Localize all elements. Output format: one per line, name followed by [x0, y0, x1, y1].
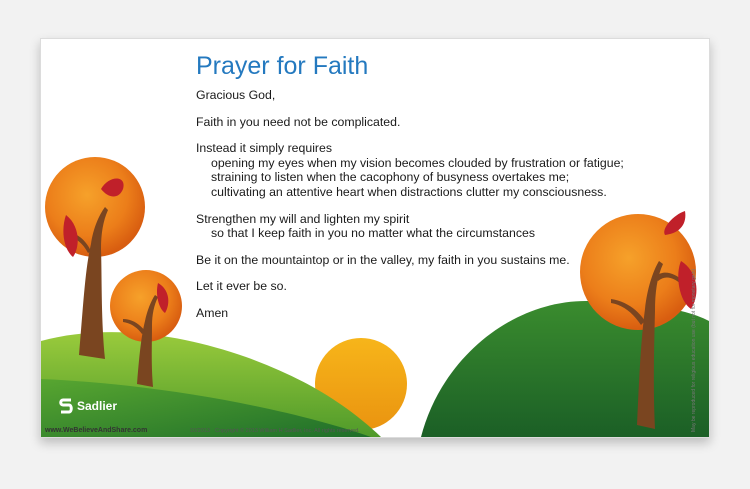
strengthen-line: Strengthen my will and lighten my spirit — [196, 211, 410, 226]
requires-intro: Instead it simply requires — [196, 141, 333, 156]
logo-text: Sadlier — [77, 399, 118, 413]
greeting: Gracious God, — [196, 88, 276, 102]
requires-item: opening my eyes when my vision becomes clouded by frustration or fatigue; — [211, 155, 624, 170]
prayer-title: Prayer for Faith — [196, 52, 369, 80]
strengthen-line: so that I keep faith in you no matter what the circumstances — [211, 226, 535, 241]
footer-copyright: Copyright © 2013 William H Sadlier, Inc. All rights reserved. — [215, 428, 360, 434]
reproduction-note: May be reproduced for religious education use (but not for monetary gain) — [691, 268, 697, 432]
prayer-line: Let it ever be so. — [196, 279, 287, 294]
footer-url[interactable]: www.WeBelieveAndShare.com — [45, 427, 148, 434]
amen: Amen — [196, 305, 229, 320]
prayer-card — [40, 38, 710, 438]
requires-paragraph — [196, 141, 676, 199]
sadlier-s-icon — [59, 397, 73, 415]
prayer-line: Be it on the mountaintop or in the valley, my faith in you sustains me. — [196, 252, 570, 267]
requires-item: straining to listen when the cacophony of busyness overtakes me; — [211, 170, 570, 185]
strengthen-paragraph — [196, 212, 676, 241]
prayer-line: Faith in you need not be complicated. — [196, 114, 401, 129]
sadlier-logo — [59, 397, 117, 415]
requires-item: cultivating an attentive heart when distractions clutter my consciousness. — [211, 184, 607, 199]
prayer-text — [196, 88, 676, 333]
footer-date: 10/2013 — [190, 428, 210, 434]
